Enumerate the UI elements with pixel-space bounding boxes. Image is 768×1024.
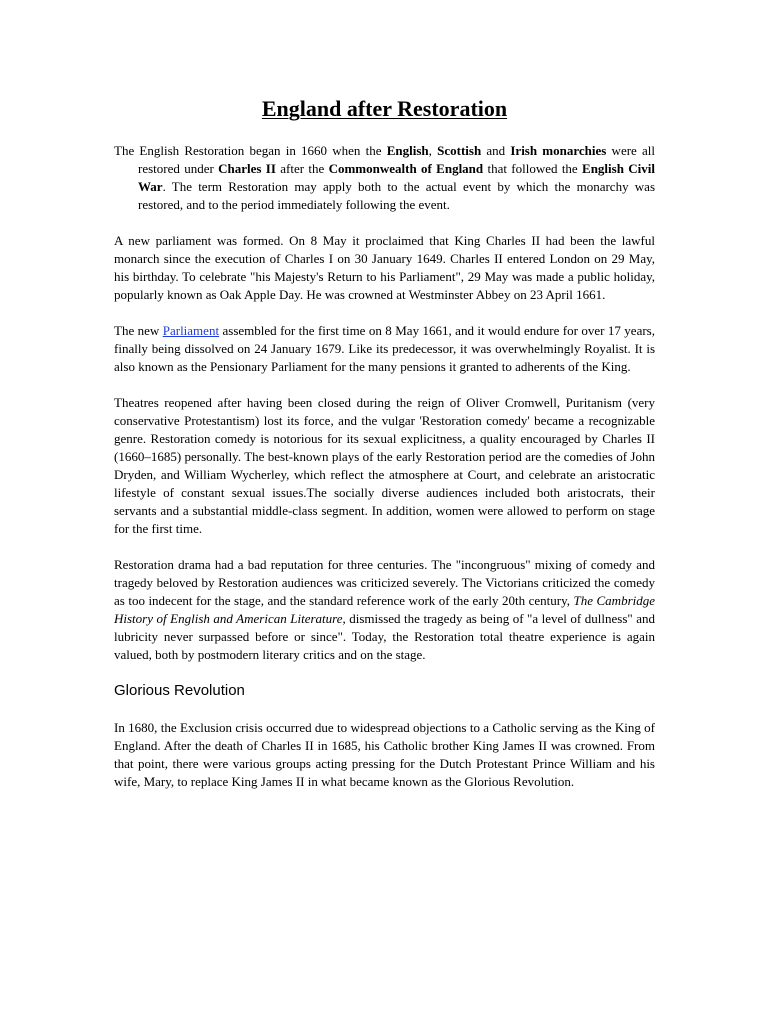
paragraph-theatres: Theatres reopened after having been closed during the reign of Oliver Cromwell, Puritanism (very conservative Protestantism) lost its force, and the vulgar 'Restoration comedy' became a recognizable genre. Restoration comedy is notorious for its sexual explicitness, a quality encouraged by Charles II (1660–1685) personally. The best-known plays of the early Restoration period are the comedies of John Dryden, and William Wycherley, which reflect the atmosphere at Court, and celebrate an aristocratic lifestyle of constant sexual issues.The socially diverse audiences included both aristocrats, their servants and a substantial middle-class segment. In addition, women were allowed to perform on stage for the first time. <box>114 395 655 536</box>
p5-text-2: , dismissed the tragedy as being of "a level of dullness" and lubricity never surpassed before or since". Today, the Restoration total theatre experience is again valued, both by postmodern literary critics and on the stage. <box>114 611 655 662</box>
p1-text-4: were all restored under <box>138 143 656 176</box>
document-body <box>114 94 655 791</box>
bold-charles-ii: Charles II <box>218 161 276 176</box>
bold-english-civil-war: English Civil War <box>138 161 655 194</box>
bold-english: English <box>386 143 429 158</box>
paragraph-restoration-intro <box>114 142 655 214</box>
p1-text-3: and <box>481 143 511 158</box>
paragraph-cavalier-parliament <box>114 322 655 376</box>
italic-cambridge-history: The Cambridge History of English and American Literature <box>114 593 656 626</box>
p3-text-1: The new <box>114 323 163 338</box>
p5-text-1: Restoration drama had a bad reputation for three centuries. The "incongruous" mixing of comedy and tragedy beloved by Restoration audiences was criticized severely. The Victorians criticized the comedy as too indecent for the stage, and the standard reference work of the early 20th century, <box>114 557 655 608</box>
section-heading-glorious-revolution: Glorious Revolution <box>114 682 245 699</box>
bold-scottish: Scottish <box>437 143 482 158</box>
paragraph-restoration-drama <box>114 556 655 664</box>
parliament-link[interactable]: Parliament <box>162 323 220 338</box>
paragraph-new-parliament: A new parliament was formed. On 8 May it proclaimed that King Charles II had been the lawful monarch since the execution of Charles I on 30 January 1649. Charles II entered London on 29 May, his birthday. To celebrate "his Majesty's Return to his Parliament", 29 May was made a public holiday, popularly known as Oak Apple Day. He was crowned at Westminster Abbey on 23 April 1661. <box>114 233 655 302</box>
p1-text-7: . The term Restoration may apply both to the actual event by which the monarchy was restored, and to the period immediately following the event. <box>138 179 655 212</box>
p3-text-2: assembled for the first time on 8 May 1661, and it would endure for over 17 years, finally being dissolved on 24 January 1679. Like its predecessor, it was overwhelmingly Royalist. It is also known as the Pensionary Parliament for the many pensions it granted to adherents of the King. <box>114 323 655 374</box>
bold-commonwealth: Commonwealth of England <box>328 161 484 176</box>
p1-text-1: The English Restoration began in 1660 when the <box>114 143 387 158</box>
page-title: England after Restoration <box>261 96 508 121</box>
p1-text-6: that followed the <box>483 161 583 176</box>
p1-text-2: , <box>428 143 438 158</box>
bold-irish-monarchies: Irish monarchies <box>510 143 607 158</box>
p1-text-5: after the <box>275 161 329 176</box>
paragraph-exclusion-crisis: In 1680, the Exclusion crisis occurred due to widespread objections to a Catholic serving as the King of England. After the death of Charles II in 1685, his Catholic brother King James II was crowned. From that point, there were various groups acting pressing for the Dutch Protestant Prince William and his wife, Mary, to replace King James II in what became known as the Glorious Revolution. <box>114 720 655 789</box>
